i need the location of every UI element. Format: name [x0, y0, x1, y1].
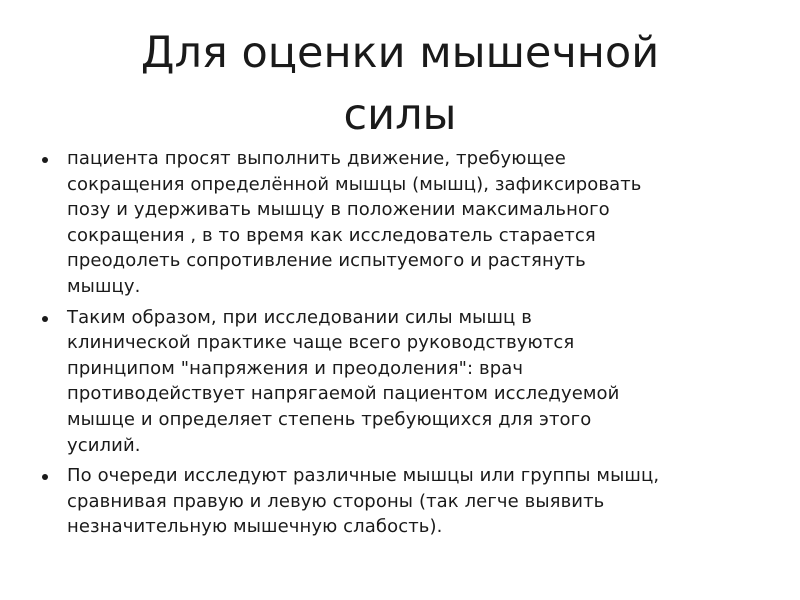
bullet-item: [40, 463, 780, 540]
bullet-dot-icon: [42, 157, 48, 163]
bullet-dot-icon: [42, 474, 48, 480]
bullet-item: [40, 305, 780, 459]
bullet-item: [40, 146, 780, 300]
slide-title: Для оценки мышечной силы: [140, 28, 660, 140]
bullet-text: По очереди исследуют различные мышцы или группы мышц, сравнивая правую и левую стороны (так легче выявить незначительную мышечную слабость).: [67, 465, 660, 538]
bullet-text: пациента просят выполнить движение, требующее сокращения определённой мышцы (мышц), зафиксировать позу и удерживать мышцу в положении максимального сокращения , в то время как исследователь старается преодолеть сопротивление испытуемого и растянуть мышцу.: [67, 148, 642, 297]
bullet-dot-icon: [42, 316, 48, 322]
bullet-text: Таким образом, при исследовании силы мышц в клинической практике чаще всего руководствуются принципом "напряжения и преодоления": врач противодействует напрягаемой пациентом исследуемой мышце и определяет степень требующихся для этого усилий.: [67, 306, 620, 456]
bullet-list: [40, 146, 780, 545]
